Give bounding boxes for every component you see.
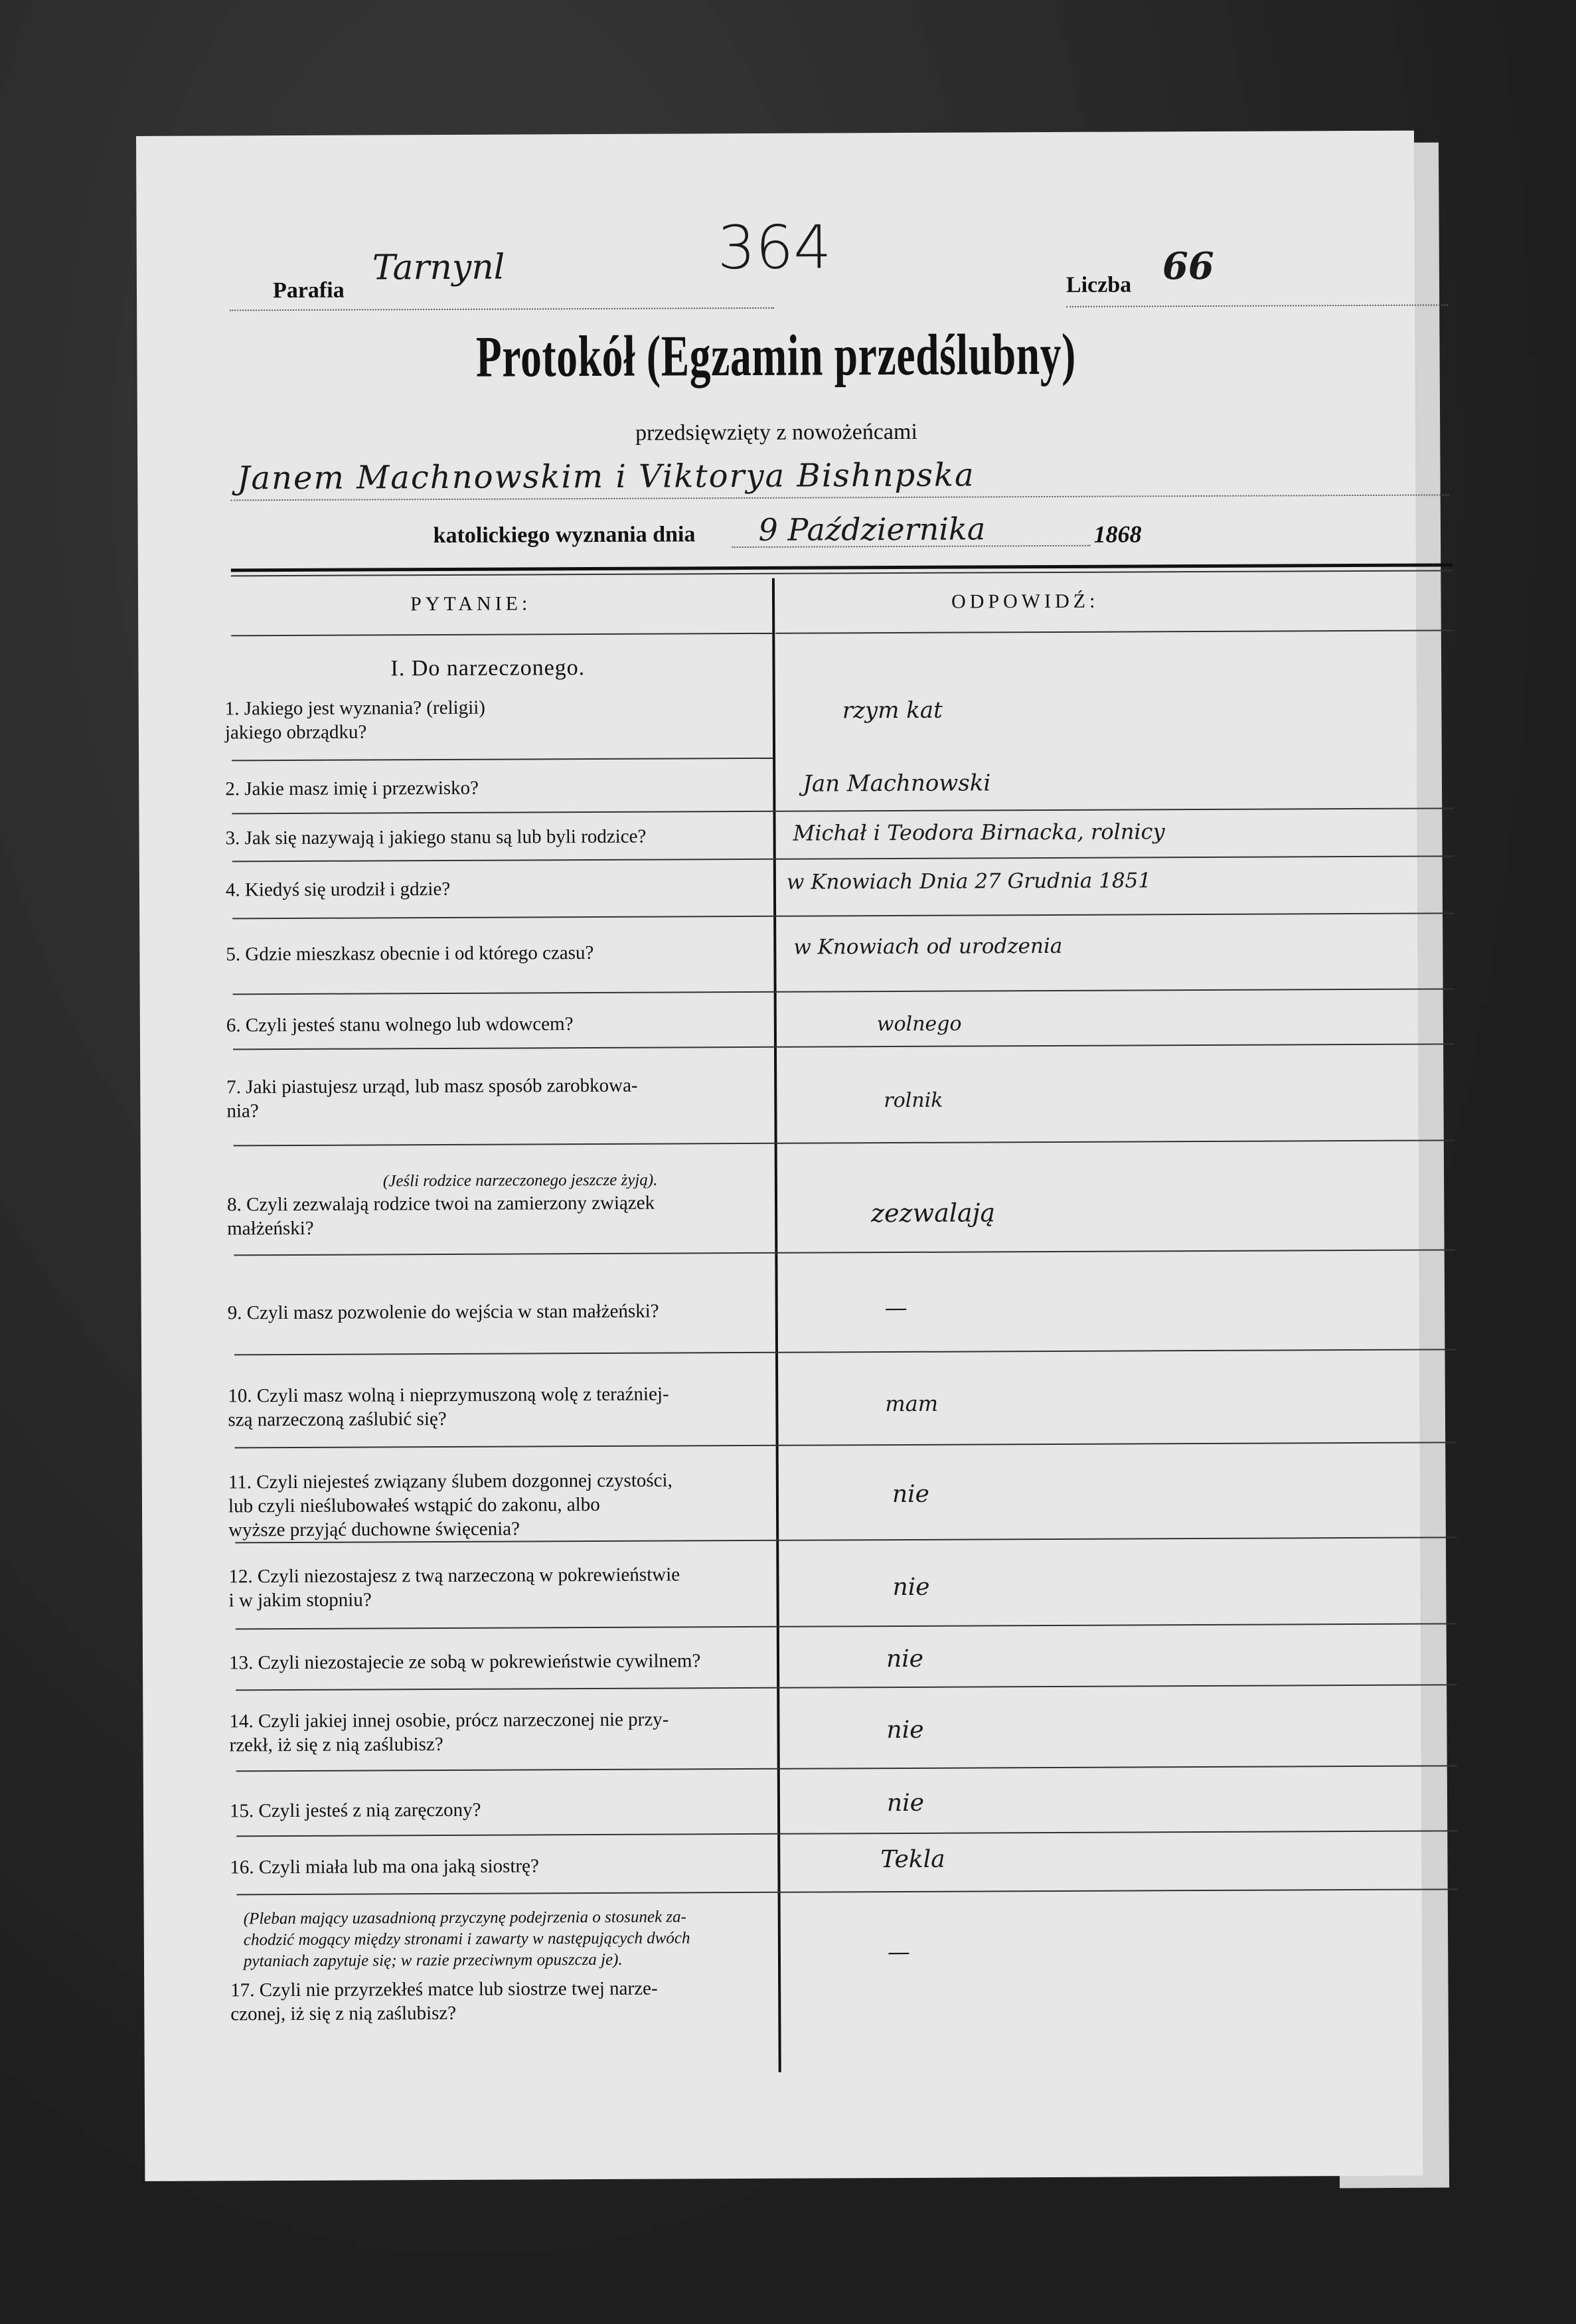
question-4: 4. Kiedyś się urodził i gdzie? bbox=[225, 878, 451, 901]
column-head-answer: ODPOWIDŹ: bbox=[951, 590, 1099, 613]
answer-1: rzym kat bbox=[842, 697, 943, 724]
question-16: 16. Czyli miała lub ma ona jaką siostrę? bbox=[230, 1855, 539, 1878]
answer-4: w Knowiach Dnia 27 Grudnia 1851 bbox=[786, 869, 1152, 894]
answer-17: — bbox=[887, 1938, 911, 1966]
question-15: 15. Czyli jesteś z nią zaręczony? bbox=[229, 1799, 481, 1822]
question-5: 5. Gdzie mieszkasz obecnie i od którego czasu? bbox=[226, 942, 594, 965]
col-head-rule-right bbox=[775, 629, 1453, 633]
section-title: I. Do narzeczonego. bbox=[390, 655, 586, 681]
row-rule bbox=[236, 1765, 1458, 1772]
row-rule bbox=[232, 855, 1454, 862]
col-head-rule-left bbox=[231, 633, 772, 637]
row-rule bbox=[234, 1139, 1455, 1146]
question-1: 1. Jakiego jest wyznania? (religii) jakiego obrządku? bbox=[224, 697, 486, 744]
answer-12: nie bbox=[892, 1573, 930, 1602]
question-8: 8. Czyli zezwalają rodzice twoi na zamierzony związek małżeński? bbox=[226, 1192, 655, 1240]
year: 1868 bbox=[1093, 521, 1142, 548]
answer-10: mam bbox=[885, 1390, 939, 1417]
row-rule bbox=[236, 1830, 1458, 1837]
row-rule bbox=[232, 758, 773, 762]
question-12: 12. Czyli niezostajesz z twą narzeczoną w pokrewieństwie i w jakim stopniu? bbox=[228, 1564, 680, 1612]
answer-8: zezwalają bbox=[870, 1198, 996, 1228]
liczba-label: Liczba bbox=[1065, 272, 1132, 297]
document-subtitle: przedsięwzięty z nowożeńcami bbox=[635, 419, 917, 446]
answer-14: nie bbox=[886, 1716, 924, 1744]
answer-2: Jan Machnowski bbox=[803, 770, 991, 797]
date-prefix: katolickiego wyznania dnia bbox=[433, 522, 696, 548]
row-rule bbox=[236, 1623, 1457, 1629]
parafia-line bbox=[230, 307, 774, 311]
answer-3: Michał i Teodora Birnacka, rolnicy bbox=[793, 819, 1165, 846]
answer-7: rolnik bbox=[884, 1088, 943, 1113]
note-pleban: (Pleban mający uzasadnioną przyczynę podejrzenia o stosunek za- chodzić mogący między stronami i zawarty w następujących dwóch pytaniach zapytuje się; w razie przeciwnym opuszcza je). bbox=[243, 1908, 690, 1971]
column-head-question: PYTANIE: bbox=[410, 592, 532, 616]
answer-15: nie bbox=[886, 1789, 925, 1817]
page-number: 364 bbox=[717, 212, 832, 284]
row-rule bbox=[236, 1684, 1457, 1691]
row-rule bbox=[234, 1249, 1455, 1256]
couple-names: Janem Machnowskim i Viktorya Bishnpska bbox=[237, 456, 975, 497]
question-17: 17. Czyli nie przyrzekłeś matce lub siostrze twej narze- czonej, iż się z nią zaślubisz? bbox=[230, 1977, 658, 2025]
row-rule bbox=[232, 807, 1453, 814]
question-11: 11. Czyli niejesteś związany ślubem dozgonnej czystości, lub czyli nieślubowałeś wstąpić do zakonu, albo wyższe przyjąć duchowne święcenia? bbox=[228, 1469, 672, 1541]
row-rule bbox=[235, 1442, 1457, 1448]
document-title: Protokół (Egzamin przedślubny) bbox=[475, 322, 1077, 390]
row-rule bbox=[237, 1888, 1458, 1895]
question-9: 9. Czyli masz pozwolenie do wejścia w stan małżeński? bbox=[227, 1300, 659, 1324]
note-parents: (Jeśli rodzice narzeczonego jeszcze żyją). bbox=[382, 1171, 658, 1191]
parafia-label: Parafia bbox=[272, 278, 345, 303]
liczba-line bbox=[1066, 304, 1448, 307]
question-10: 10. Czyli masz wolną i nieprzymuszoną wolę z teraźniej- szą narzeczoną zaślubić się? bbox=[228, 1383, 669, 1431]
question-14: 14. Czyli jakiej innej osobie, prócz narzeczonej nie przy- rzekł, iż się z nią zaślubisz? bbox=[229, 1708, 669, 1756]
row-rule bbox=[233, 1043, 1455, 1050]
row-rule bbox=[233, 988, 1455, 995]
answer-11: nie bbox=[892, 1480, 930, 1509]
question-7: 7. Jaki piastujesz urząd, lub masz sposób zarobkowa- nia? bbox=[226, 1074, 638, 1122]
row-rule bbox=[234, 1349, 1456, 1355]
answer-9: — bbox=[884, 1294, 907, 1322]
question-6: 6. Czyli jesteś stanu wolnego lub wdowcem? bbox=[226, 1013, 574, 1037]
date-value: 9 Października bbox=[758, 511, 986, 548]
liczba-value: 66 bbox=[1162, 244, 1214, 289]
column-divider bbox=[772, 578, 781, 2072]
answer-16: Tekla bbox=[880, 1845, 945, 1874]
document-page bbox=[136, 131, 1423, 2181]
question-13: 13. Czyli niezostajecie ze sobą w pokrewieństwie cywilnem? bbox=[228, 1650, 701, 1674]
row-rule bbox=[232, 912, 1454, 919]
answer-6: wolnego bbox=[876, 1012, 962, 1037]
question-3: 3. Jak się nazywają i jakiego stanu są lub byli rodzice? bbox=[225, 825, 647, 849]
answer-13: nie bbox=[886, 1645, 924, 1673]
parafia-value: Tarnynl bbox=[372, 247, 505, 288]
answer-5: w Knowiach od urodzenia bbox=[793, 934, 1063, 959]
question-2: 2. Jakie masz imię i przezwisko? bbox=[225, 777, 479, 800]
